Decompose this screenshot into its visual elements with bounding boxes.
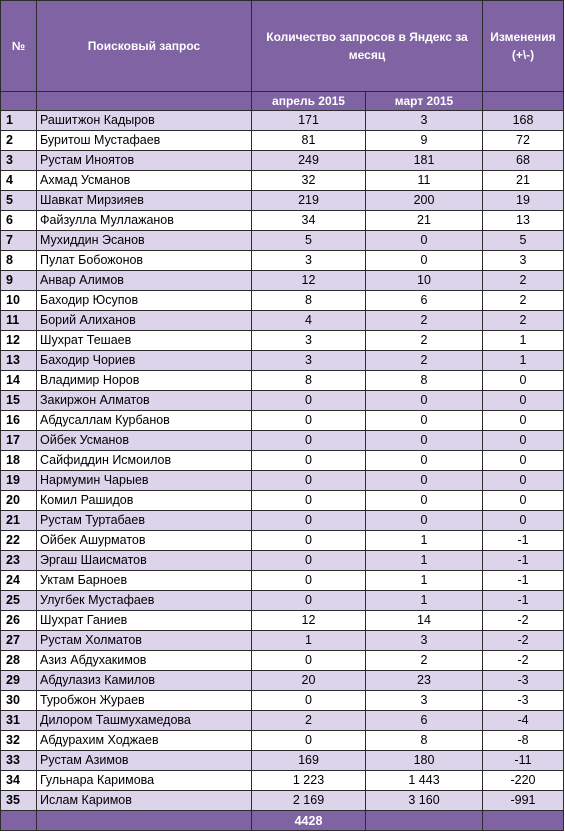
table-row xyxy=(1,231,564,251)
footer-row xyxy=(1,811,564,831)
row-april-count: 0 xyxy=(252,471,366,491)
row-number: 24 xyxy=(1,571,37,591)
row-change: -1 xyxy=(483,551,564,571)
row-march-count: 21 xyxy=(366,211,483,231)
row-number: 27 xyxy=(1,631,37,651)
row-march-count: 9 xyxy=(366,131,483,151)
subheader-april: апрель 2015 xyxy=(252,92,366,111)
row-march-count: 2 xyxy=(366,331,483,351)
row-change: -991 xyxy=(483,791,564,811)
row-march-count: 1 xyxy=(366,551,483,571)
row-april-count: 4 xyxy=(252,311,366,331)
row-march-count: 8 xyxy=(366,731,483,751)
row-query: Буритош Мустафаев xyxy=(37,131,252,151)
table-row xyxy=(1,291,564,311)
row-query: Эргаш Шаисматов xyxy=(37,551,252,571)
row-march-count: 8 xyxy=(366,371,483,391)
row-query: Шухрат Ганиев xyxy=(37,611,252,631)
table-row xyxy=(1,311,564,331)
row-april-count: 0 xyxy=(252,431,366,451)
row-number: 17 xyxy=(1,431,37,451)
row-number: 6 xyxy=(1,211,37,231)
row-number: 19 xyxy=(1,471,37,491)
row-change: 1 xyxy=(483,331,564,351)
subheader-march: март 2015 xyxy=(366,92,483,111)
row-april-count: 0 xyxy=(252,551,366,571)
row-change: -1 xyxy=(483,531,564,551)
row-april-count: 32 xyxy=(252,171,366,191)
row-query: Нармумин Чарыев xyxy=(37,471,252,491)
table-row xyxy=(1,551,564,571)
table-row xyxy=(1,111,564,131)
row-march-count: 6 xyxy=(366,291,483,311)
row-change: 1 xyxy=(483,351,564,371)
row-query: Закиржон Алматов xyxy=(37,391,252,411)
row-march-count: 0 xyxy=(366,451,483,471)
row-number: 16 xyxy=(1,411,37,431)
row-april-count: 2 169 xyxy=(252,791,366,811)
row-change: -2 xyxy=(483,651,564,671)
table-row xyxy=(1,351,564,371)
table-row xyxy=(1,391,564,411)
row-change: 21 xyxy=(483,171,564,191)
row-change: -2 xyxy=(483,631,564,651)
table-row xyxy=(1,671,564,691)
row-april-count: 8 xyxy=(252,371,366,391)
row-query: Ахмад Усманов xyxy=(37,171,252,191)
row-april-count: 8 xyxy=(252,291,366,311)
row-april-count: 5 xyxy=(252,231,366,251)
row-march-count: 2 xyxy=(366,311,483,331)
row-march-count: 10 xyxy=(366,271,483,291)
row-april-count: 0 xyxy=(252,731,366,751)
table-row xyxy=(1,131,564,151)
row-change: 3 xyxy=(483,251,564,271)
row-march-count: 180 xyxy=(366,751,483,771)
row-number: 23 xyxy=(1,551,37,571)
row-query: Борий Алиханов xyxy=(37,311,252,331)
row-change: 0 xyxy=(483,511,564,531)
row-april-count: 0 xyxy=(252,691,366,711)
subheader-blank-num xyxy=(1,92,37,111)
row-query: Мухиддин Эсанов xyxy=(37,231,252,251)
row-change: 68 xyxy=(483,151,564,171)
table-row xyxy=(1,751,564,771)
row-query: Улугбек Мустафаев xyxy=(37,591,252,611)
row-query: Уктам Барноев xyxy=(37,571,252,591)
row-number: 32 xyxy=(1,731,37,751)
row-number: 4 xyxy=(1,171,37,191)
row-march-count: 0 xyxy=(366,511,483,531)
row-number: 13 xyxy=(1,351,37,371)
row-query: Дилором Ташмухамедова xyxy=(37,711,252,731)
row-march-count: 1 xyxy=(366,571,483,591)
row-number: 25 xyxy=(1,591,37,611)
row-number: 18 xyxy=(1,451,37,471)
row-change: 2 xyxy=(483,291,564,311)
row-march-count: 1 443 xyxy=(366,771,483,791)
row-query: Сайфиддин Исмоилов xyxy=(37,451,252,471)
table-row xyxy=(1,431,564,451)
table-row xyxy=(1,531,564,551)
row-april-count: 1 xyxy=(252,631,366,651)
header-change: Изменения (+\-) xyxy=(483,1,564,92)
row-query: Владимир Норов xyxy=(37,371,252,391)
row-april-count: 3 xyxy=(252,351,366,371)
row-change: -8 xyxy=(483,731,564,751)
row-query: Ойбек Усманов xyxy=(37,431,252,451)
row-change: -2 xyxy=(483,611,564,631)
row-march-count: 0 xyxy=(366,411,483,431)
row-query: Баходир Чориев xyxy=(37,351,252,371)
table-row xyxy=(1,731,564,751)
table-row xyxy=(1,631,564,651)
row-march-count: 0 xyxy=(366,471,483,491)
table-row xyxy=(1,511,564,531)
row-change: -4 xyxy=(483,711,564,731)
row-query: Баходир Юсупов xyxy=(37,291,252,311)
table-row xyxy=(1,211,564,231)
row-change: 13 xyxy=(483,211,564,231)
header-num: № xyxy=(1,1,37,92)
subheader-blank-change xyxy=(483,92,564,111)
row-march-count: 0 xyxy=(366,491,483,511)
table-row xyxy=(1,271,564,291)
row-change: 19 xyxy=(483,191,564,211)
row-number: 15 xyxy=(1,391,37,411)
row-april-count: 20 xyxy=(252,671,366,691)
footer-blank-num xyxy=(1,811,37,831)
row-march-count: 3 160 xyxy=(366,791,483,811)
table-row xyxy=(1,371,564,391)
header-count: Количество запросов в Яндекс за месяц xyxy=(252,1,483,92)
table-row xyxy=(1,171,564,191)
row-number: 12 xyxy=(1,331,37,351)
row-change: -3 xyxy=(483,671,564,691)
table-row xyxy=(1,151,564,171)
row-number: 2 xyxy=(1,131,37,151)
row-march-count: 23 xyxy=(366,671,483,691)
row-query: Файзулла Муллажанов xyxy=(37,211,252,231)
row-query: Шухрат Тешаев xyxy=(37,331,252,351)
row-query: Анвар Алимов xyxy=(37,271,252,291)
row-change: 0 xyxy=(483,471,564,491)
row-query: Абдурахим Ходжаев xyxy=(37,731,252,751)
row-query: Комил Рашидов xyxy=(37,491,252,511)
row-query: Рустам Азимов xyxy=(37,751,252,771)
row-query: Абдулазиз Камилов xyxy=(37,671,252,691)
footer-blank-march xyxy=(366,811,483,831)
header-row xyxy=(1,1,564,92)
table-row xyxy=(1,331,564,351)
row-number: 31 xyxy=(1,711,37,731)
row-query: Гульнара Каримова xyxy=(37,771,252,791)
table-row xyxy=(1,611,564,631)
row-number: 29 xyxy=(1,671,37,691)
row-april-count: 34 xyxy=(252,211,366,231)
row-march-count: 14 xyxy=(366,611,483,631)
row-number: 28 xyxy=(1,651,37,671)
row-march-count: 3 xyxy=(366,691,483,711)
row-change: 5 xyxy=(483,231,564,251)
table-row xyxy=(1,771,564,791)
row-change: -1 xyxy=(483,591,564,611)
row-april-count: 0 xyxy=(252,391,366,411)
row-march-count: 1 xyxy=(366,591,483,611)
row-query: Шавкат Мирзияев xyxy=(37,191,252,211)
row-number: 8 xyxy=(1,251,37,271)
row-number: 26 xyxy=(1,611,37,631)
table-row xyxy=(1,471,564,491)
row-query: Ойбек Ашурматов xyxy=(37,531,252,551)
row-change: -3 xyxy=(483,691,564,711)
table-row xyxy=(1,591,564,611)
row-change: 0 xyxy=(483,391,564,411)
row-query: Туробжон Жураев xyxy=(37,691,252,711)
row-change: 0 xyxy=(483,491,564,511)
row-april-count: 0 xyxy=(252,651,366,671)
row-march-count: 0 xyxy=(366,391,483,411)
row-april-count: 3 xyxy=(252,331,366,351)
row-april-count: 169 xyxy=(252,751,366,771)
row-april-count: 0 xyxy=(252,411,366,431)
row-march-count: 200 xyxy=(366,191,483,211)
row-april-count: 0 xyxy=(252,511,366,531)
header-query: Поисковый запрос xyxy=(37,1,252,92)
row-march-count: 1 xyxy=(366,531,483,551)
row-march-count: 6 xyxy=(366,711,483,731)
row-query: Рустам Холматов xyxy=(37,631,252,651)
row-april-count: 171 xyxy=(252,111,366,131)
row-april-count: 3 xyxy=(252,251,366,271)
table-row xyxy=(1,571,564,591)
row-april-count: 0 xyxy=(252,451,366,471)
row-number: 30 xyxy=(1,691,37,711)
row-number: 7 xyxy=(1,231,37,251)
row-april-count: 0 xyxy=(252,571,366,591)
row-march-count: 0 xyxy=(366,251,483,271)
table-row xyxy=(1,191,564,211)
subheader-blank-query xyxy=(37,92,252,111)
row-query: Рашитжон Кадыров xyxy=(37,111,252,131)
row-change: -220 xyxy=(483,771,564,791)
row-change: 2 xyxy=(483,311,564,331)
row-number: 9 xyxy=(1,271,37,291)
row-query: Пулат Бобожонов xyxy=(37,251,252,271)
subheader-row xyxy=(1,92,564,111)
row-change: -11 xyxy=(483,751,564,771)
row-number: 22 xyxy=(1,531,37,551)
row-number: 5 xyxy=(1,191,37,211)
row-april-count: 2 xyxy=(252,711,366,731)
row-number: 33 xyxy=(1,751,37,771)
footer-blank-query xyxy=(37,811,252,831)
row-march-count: 3 xyxy=(366,111,483,131)
row-march-count: 0 xyxy=(366,431,483,451)
row-march-count: 2 xyxy=(366,651,483,671)
row-number: 1 xyxy=(1,111,37,131)
row-query: Абдусаллам Курбанов xyxy=(37,411,252,431)
table-row xyxy=(1,651,564,671)
row-number: 14 xyxy=(1,371,37,391)
table-row xyxy=(1,451,564,471)
row-query: Рустам Туртабаев xyxy=(37,511,252,531)
row-april-count: 219 xyxy=(252,191,366,211)
row-number: 20 xyxy=(1,491,37,511)
table-row xyxy=(1,491,564,511)
row-april-count: 1 223 xyxy=(252,771,366,791)
row-change: 0 xyxy=(483,371,564,391)
row-april-count: 0 xyxy=(252,491,366,511)
row-change: 2 xyxy=(483,271,564,291)
row-query: Рустам Иноятов xyxy=(37,151,252,171)
row-change: 0 xyxy=(483,411,564,431)
row-number: 35 xyxy=(1,791,37,811)
table-row xyxy=(1,791,564,811)
row-change: 168 xyxy=(483,111,564,131)
row-number: 11 xyxy=(1,311,37,331)
footer-total: 4428 xyxy=(252,811,366,831)
row-april-count: 0 xyxy=(252,591,366,611)
row-change: 0 xyxy=(483,431,564,451)
table-row xyxy=(1,691,564,711)
row-change: 0 xyxy=(483,451,564,471)
row-april-count: 12 xyxy=(252,271,366,291)
row-number: 21 xyxy=(1,511,37,531)
row-change: -1 xyxy=(483,571,564,591)
footer-blank-change xyxy=(483,811,564,831)
table-row xyxy=(1,251,564,271)
row-number: 10 xyxy=(1,291,37,311)
row-april-count: 249 xyxy=(252,151,366,171)
row-number: 34 xyxy=(1,771,37,791)
row-change: 72 xyxy=(483,131,564,151)
row-march-count: 11 xyxy=(366,171,483,191)
row-march-count: 2 xyxy=(366,351,483,371)
row-april-count: 12 xyxy=(252,611,366,631)
row-query: Ислам Каримов xyxy=(37,791,252,811)
table-row xyxy=(1,711,564,731)
table-row xyxy=(1,411,564,431)
row-number: 3 xyxy=(1,151,37,171)
row-query: Азиз Абдухакимов xyxy=(37,651,252,671)
row-march-count: 0 xyxy=(366,231,483,251)
row-march-count: 3 xyxy=(366,631,483,651)
row-april-count: 0 xyxy=(252,531,366,551)
row-april-count: 81 xyxy=(252,131,366,151)
table-body xyxy=(1,111,564,811)
row-march-count: 181 xyxy=(366,151,483,171)
